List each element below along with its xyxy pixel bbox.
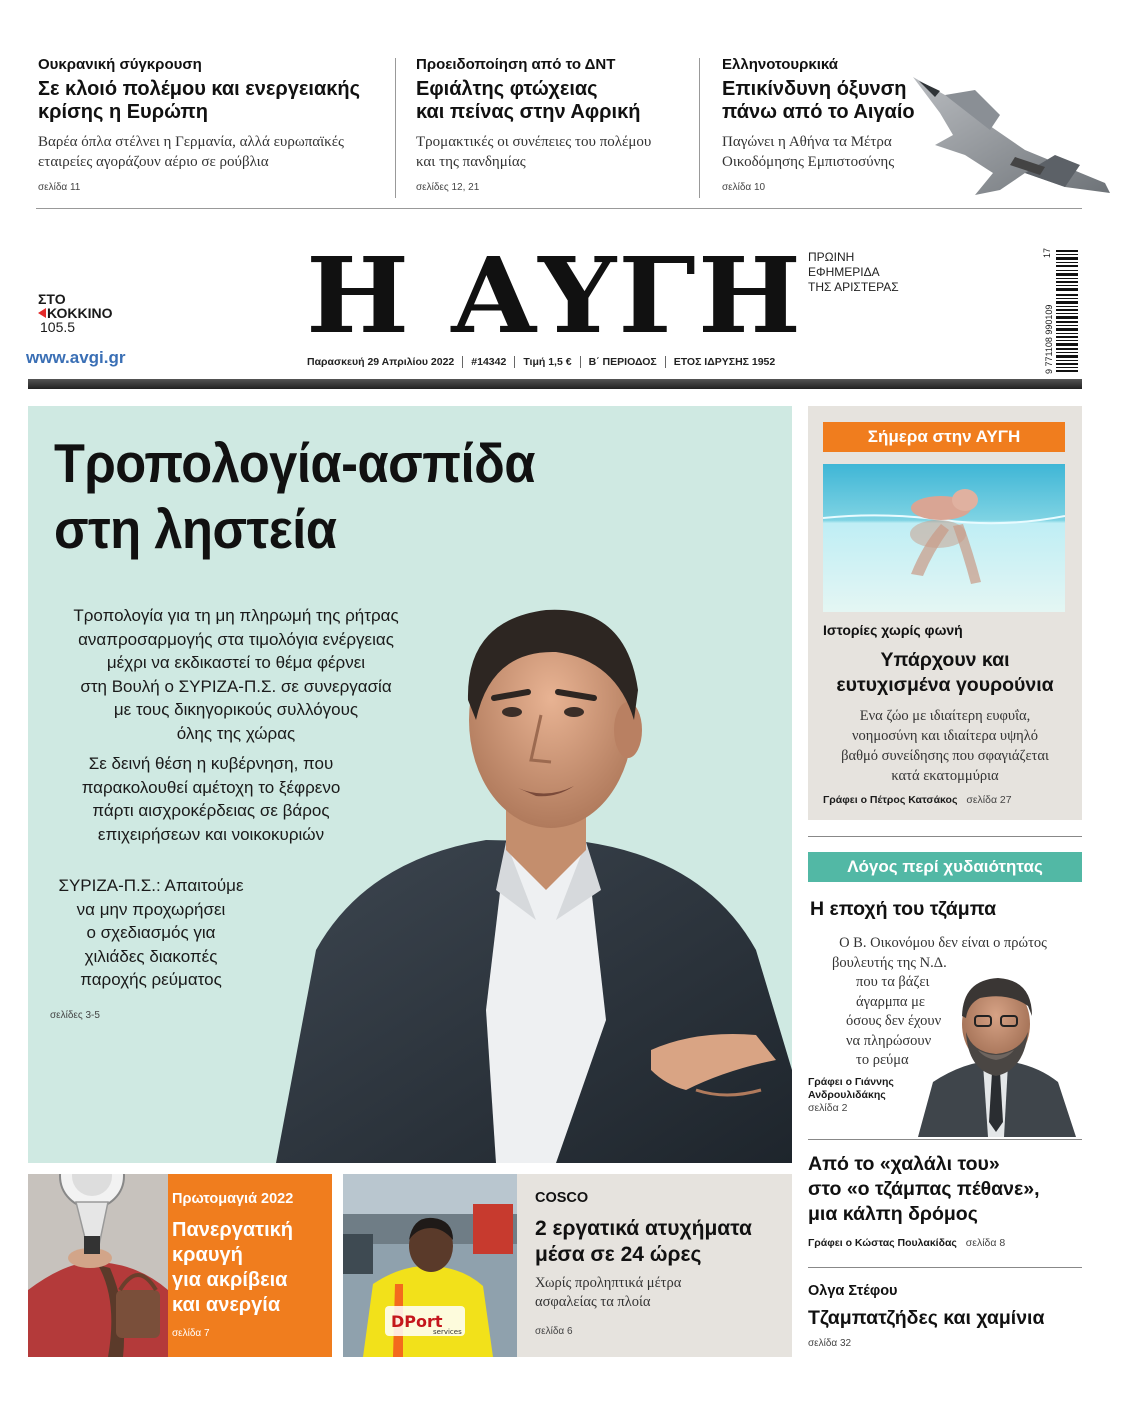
page-ref: σελίδα 6 [535, 1326, 573, 1337]
text-line: ασφαλείας τα πλοία [535, 1294, 651, 1310]
page-ref: σελίδα 10 [722, 182, 766, 193]
author: Ανδρουλιδάκης [808, 1089, 886, 1101]
section-divider [808, 1267, 1082, 1268]
lead-text-line: ο σχεδιασμός για [86, 923, 216, 942]
text-line: Βαρέα όπλα στέλνει η Γερμανία, αλλά ευρωπαϊκές [38, 134, 344, 150]
radio-frequency: 105.5 [40, 319, 76, 335]
headline-line: Επικίνδυνη όξυνση [722, 78, 907, 100]
masthead-rule [28, 379, 1082, 389]
newspaper-logo: Η ΑΥΓΗ [306, 234, 804, 357]
headline-line: μέσα σε 24 ώρες [535, 1243, 702, 1266]
halali-byline [808, 1237, 1082, 1249]
lead-text-line: με τους δικηγορικούς συλλόγους [113, 700, 359, 719]
text-line: Οικοδόμησης Εμπιστοσύνης [722, 154, 895, 170]
issue-number: #14342 [462, 356, 514, 368]
today-tag: Σήμερα στην ΑΥΓΗ [823, 422, 1065, 452]
barcode-bars [1056, 248, 1078, 374]
tagline-line: ΕΦΗΜΕΡΙΔΑ [808, 265, 880, 279]
headline-line: 2 εργατικά ατυχήματα [535, 1217, 752, 1240]
top-story-kicker: Προειδοποίηση από το ΔΝΤ [416, 56, 616, 73]
mayday-kicker: Πρωτομαγιά 2022 [172, 1191, 294, 1207]
radio-logo-line [38, 306, 138, 320]
headline-line: Υπάρχουν και [880, 649, 1010, 671]
logos-text [808, 934, 1047, 1071]
headline-line: Από το «χαλάλι του» [808, 1153, 1000, 1175]
text-line: όσους δεν έχουν [846, 1013, 942, 1029]
lead-text-line: Σε δεινή θέση η κυβέρνηση, που [88, 754, 334, 773]
text-line: το ρεύμα [856, 1052, 909, 1068]
page-ref: σελίδες 12, 21 [416, 182, 480, 193]
lead-text-line: παρακολουθεί αμέτοχη το ξέφρενο [81, 777, 341, 797]
barcode-top-number: 17 [1042, 248, 1052, 259]
author: Γράφει ο Πέτρος Κατσάκος [823, 794, 958, 806]
text-line: νοημοσύνη και ιδιαίτερα υψηλό [851, 728, 1039, 744]
page-ref: σελίδα 7 [172, 1328, 210, 1339]
olga-story[interactable] [808, 1283, 1082, 1349]
lead-text-line: όλης της χώρας [176, 723, 296, 743]
logos-tag: Λόγος περί χυδαιότητας [808, 852, 1082, 882]
lead-text-line: αναπροσαρμογής στα τιμολόγια ενέργειας [78, 629, 394, 649]
cosco-story[interactable] [343, 1174, 792, 1357]
text-line: κατά εκατομμύρια [891, 768, 999, 784]
lead-title [54, 430, 535, 562]
cosco-kicker: COSCO [535, 1190, 589, 1206]
megaphone-protester-photo [28, 1174, 168, 1357]
headline-line: Εφιάλτης φτώχειας [416, 78, 598, 100]
text-line: που τα βάζει [856, 974, 930, 990]
page-ref: σελίδα 2 [808, 1102, 848, 1114]
halali-story[interactable] [808, 1152, 1082, 1249]
top-story-headline [38, 78, 388, 124]
headline-line: Πανεργατική [172, 1219, 293, 1241]
column-divider [699, 58, 700, 198]
lead-text-line: Τροπολογία για τη μη πληρωμή της ρήτρας [73, 606, 399, 625]
today-headline [808, 648, 1082, 698]
page-ref: σελίδα 8 [965, 1237, 1006, 1249]
radio-logo-line: ΣΤΟ [38, 291, 66, 307]
today-byline [823, 794, 1012, 806]
tagline-line: ΠΡΩΙΝΗ [808, 250, 855, 264]
page-ref: σελίδα 11 [38, 182, 81, 193]
barcode-number: 9 771108 990109 [1044, 304, 1054, 374]
radio-name: ΚΟΚΚΙΝΟ [47, 305, 113, 321]
lead-text-line: παροχής ρεύματος [80, 970, 222, 989]
cosco-headline [535, 1216, 752, 1268]
top-story-imf[interactable] [416, 56, 686, 193]
page-ref: σελίδα 27 [966, 794, 1012, 806]
today-text [808, 706, 1082, 786]
top-story-text [38, 132, 388, 172]
logos-story[interactable] [808, 852, 1082, 1137]
lead-text-line: επιχειρήσεων και νοικοκυριών [97, 824, 325, 844]
text-line: και της πανδημίας [416, 154, 526, 170]
mayday-story[interactable] [28, 1174, 332, 1357]
text-line: Παγώνει η Αθήνα τα Μέτρα [722, 134, 892, 150]
halali-headline [808, 1152, 1082, 1227]
mayday-headline [172, 1218, 293, 1318]
headline-line: Σε κλοιό πολέμου και ενεργειακής [38, 78, 361, 100]
issue-founded: ΕΤΟΣ ΙΔΡΥΣΗΣ 1952 [665, 356, 784, 368]
swimming-pig-photo [823, 464, 1065, 612]
text-line: Τρομακτικές οι συνέπειες του πολέμου [416, 134, 652, 150]
column-divider [395, 58, 396, 198]
barcode [1040, 248, 1080, 374]
lead-text-line: μέχρι να εκδικαστεί το θέμα φέρνει [106, 653, 366, 672]
vest-logo-sub: services [433, 1328, 462, 1336]
cosco-text [535, 1274, 681, 1312]
text-line: Χωρίς προληπτικά μέτρα [535, 1275, 682, 1291]
top-story-headline [416, 78, 686, 124]
headline-line: και πείνας στην Αφρική [416, 101, 641, 123]
top-story-text [416, 132, 686, 172]
headline-line: κραυγή [172, 1244, 243, 1266]
lead-text-line: στη Βουλή ο ΣΥΡΙΖΑ-Π.Σ. σε συνεργασία [80, 676, 392, 696]
text-line: άγαρμπα με [856, 993, 926, 1010]
logos-byline [808, 1076, 894, 1115]
text-line: να πληρώσουν [846, 1032, 932, 1049]
section-divider [808, 1139, 1082, 1140]
author: Γράφει ο Γιάννης [808, 1076, 894, 1088]
text-line: Ενα ζώο με ιδιαίτερη ευφυΐα, [859, 708, 1031, 724]
headline-line: και ανεργία [172, 1294, 281, 1316]
top-story-kicker: Ελληνοτουρκικά [722, 56, 839, 73]
port-worker-photo [343, 1174, 517, 1357]
play-icon [38, 308, 46, 318]
today-box[interactable] [808, 406, 1082, 820]
page-ref: σελίδα 32 [808, 1338, 852, 1349]
text-line: βαθμό συνείδησης που σφαγιάζεται [841, 748, 1049, 764]
section-divider [808, 836, 1082, 837]
lead-text-line: χιλιάδες διακοπές [84, 946, 218, 966]
headline-line: μια κάλπη δρόμος [808, 1203, 978, 1225]
olga-headline: Τζαμπατζήδες και χαμίνια [808, 1307, 1045, 1329]
top-story-kicker: Ουκρανική σύγκρουση [38, 56, 202, 73]
lead-story[interactable] [28, 406, 792, 1163]
lead-title-line: στη ληστεία [54, 498, 337, 560]
radio-logo[interactable] [38, 292, 138, 334]
tagline-line: ΤΗΣ ΑΡΙΣΤΕΡΑΣ [808, 280, 899, 294]
lead-paragraph-3 [51, 874, 251, 992]
headline-line: στο «ο τζάμπας πέθανε», [808, 1178, 1040, 1200]
lead-text-line: ΣΥΡΙΖΑ-Π.Σ.: Απαιτούμε [58, 876, 244, 895]
lead-text-line: πάρτι αισχροκέρδειας σε βάρος [92, 801, 330, 820]
page-ref: σελίδες 3-5 [50, 1010, 100, 1021]
lead-text-line: να μην προχωρήσει [76, 899, 226, 919]
headline-line: ευτυχισμένα γουρούνια [836, 674, 1054, 696]
headline-line: για ακρίβεια [172, 1269, 288, 1291]
lead-paragraph-2 [51, 752, 371, 846]
today-kicker: Ιστορίες χωρίς φωνή [823, 622, 963, 638]
text-line: βουλευτής της Ν.Δ. [832, 954, 947, 971]
text-line: Ο Β. Οικονόμου δεν είναι ο πρώτος [839, 935, 1047, 951]
top-divider [36, 208, 1082, 209]
headline-line: πάνω από το Αιγαίο [722, 101, 915, 123]
text-line: εταιρείες αγοράζουν αέριο σε ρούβλια [38, 154, 269, 170]
fighter-jet-image [905, 55, 1115, 210]
vest-logo: DPort [391, 1312, 443, 1331]
logos-headline: Η εποχή του τζάμπα [810, 898, 997, 920]
issue-date: Παρασκευή 29 Απριλίου 2022 [307, 356, 455, 368]
issue-price: Τιμή 1,5 € [514, 356, 579, 368]
author: Γράφει ο Κώστας Πουλακίδας [808, 1237, 957, 1249]
masthead-tagline [808, 250, 899, 295]
lead-title-line: Τροπολογία-ασπίδα [54, 432, 536, 494]
top-story-ukraine[interactable] [38, 56, 388, 193]
website-link[interactable]: www.avgi.gr [26, 348, 126, 367]
headline-line: κρίσης η Ευρώπη [38, 101, 208, 123]
olga-kicker: Ολγα Στέφου [808, 1283, 898, 1299]
issue-info-bar [307, 354, 783, 370]
issue-period: Β΄ ΠΕΡΙΟΔΟΣ [580, 356, 665, 368]
lead-paragraph-1 [51, 604, 421, 745]
